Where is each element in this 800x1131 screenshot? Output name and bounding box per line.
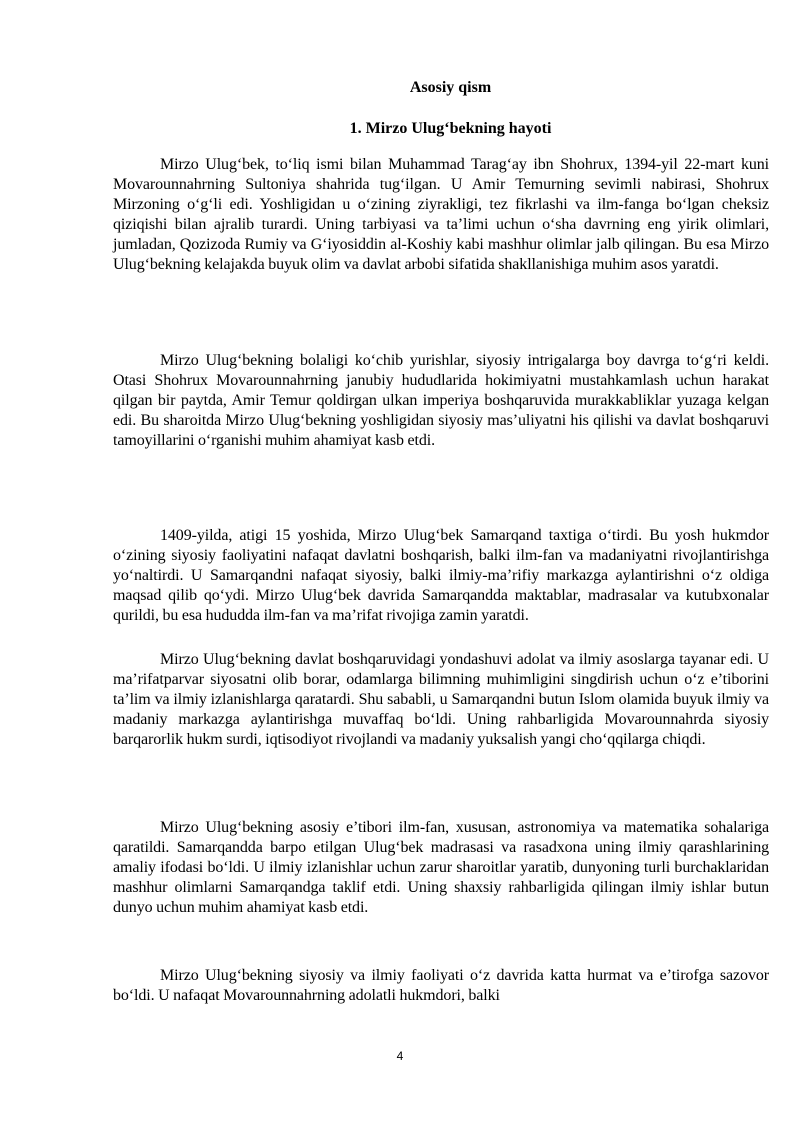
paragraph-science: Mirzo Ulug‘bekning asosiy e’tibori ilm-fan, xususan, astronomiya va matematika sohalariga qaratildi. Samarqandda barpo etilgan Ulug‘bek madrasasi va rasadxona uning ilmiy qarashlarining amaliy ifodasi bo‘ldi. U ilmiy izlanishlar uchun zarur sharoitlar yaratib, dunyoning turli burchaklaridan mashhur olimlarni Samarqandga taklif etdi. Uning shaxsiy rahbarligida qilingan ilmiy ishlar butun dunyo uchun muhim ahamiyat kasb etdi. [113, 819, 769, 916]
document-page [113, 0, 769, 1131]
paragraph-throne: 1409-yilda, atigi 15 yoshida, Mirzo Ulug‘bek Samarqand taxtiga o‘tirdi. Bu yosh hukmdor o‘zining siyosiy faoliyatini nafaqat davlatni boshqarish, balki ilm-fan va madaniyatni rivojlantirishga yo‘naltirdi. U Samarqandni nafaqat siyosiy, balki ilmiy-ma’rifiy markazga aylantirishni o‘z oldiga maqsad qilib qo‘ydi. Mirzo Ulug‘bek davrida Samarqandda maktablar, madrasalar va kutubxonalar qurildi, bu esa hududda ilm-fan va ma’rifat rivojiga zamin yaratdi. [113, 527, 769, 624]
chapter-title: 1. Mirzo Ulug‘bekning hayoti [349, 120, 552, 137]
page-number: 4 [396, 1049, 404, 1063]
paragraph-legacy: Mirzo Ulug‘bekning siyosiy va ilmiy faoliyati o‘z davrida katta hurmat va e’tirofga sazovor bo‘ldi. U nafaqat Movarounnahrning adolatli hukmdori, balki [113, 967, 769, 1004]
paragraph-governance: Mirzo Ulug‘bekning davlat boshqaruvidagi yondashuvi adolat va ilmiy asoslarga tayanar edi. U ma’rifatparvar siyosatni olib borar, odamlarga bilimning muhimligini singdirish uchun o‘z e’tiborini ta’lim va ilmiy izlanishlarga qaratardi. Shu sababli, u Samarqandni butun Islom olamida buyuk ilmiy va madaniy markazga aylantirishga muvaffaq bo‘ldi. Uning rahbarligida Movarounnahrda siyosiy barqarorlik hukm surdi, iqtisodiyot rivojlandi va madaniy yuksalish yangi cho‘qqilarga chiqdi. [113, 651, 769, 748]
paragraph-birth: Mirzo Ulug‘bek, to‘liq ismi bilan Muhammad Tarag‘ay ibn Shohrux, 1394-yil 22-mart kuni Movarounnahrning Sultoniya shahrida tug‘ilgan. U Amir Temurning sevimli nabirasi, Shohrux Mirzoning o‘g‘li edi. Yoshligidan u o‘zining ziyrakligi, tez fikrlashi va ilm-fanga bo‘lgan cheksiz qiziqishi bilan ajralib turardi. Uning tarbiyasi va ta’limi uchun o‘sha davrning eng yirik olimlari, jumladan, Qozizoda Rumiy va G‘iyosiddin al-Koshiy kabi mashhur olimlar jalb qilingan. Bu esa Mirzo Ulug‘bekning kelajakda buyuk olim va davlat arbobi sifatida shakllanishiga muhim asos yaratdi. [113, 156, 769, 273]
section-title: Asosiy qism [409, 79, 492, 96]
paragraph-childhood: Mirzo Ulug‘bekning bolaligi ko‘chib yurishlar, siyosiy intrigalarga boy davrga to‘g‘ri keldi. Otasi Shohrux Movarounnahrning janubiy hududlarida hokimiyatni mustahkamlash uchun harakat qilgan bir paytda, Amir Temur qoldirgan ulkan imperiya boshqaruvida murakkabliklar yuzaga kelgan edi. Bu sharoitda Mirzo Ulug‘bekning yoshligidan siyosiy mas’uliyatni his qilishi va davlat boshqaruvi tamoyillarini o‘rganishi muhim ahamiyat kasb etdi. [113, 352, 769, 449]
